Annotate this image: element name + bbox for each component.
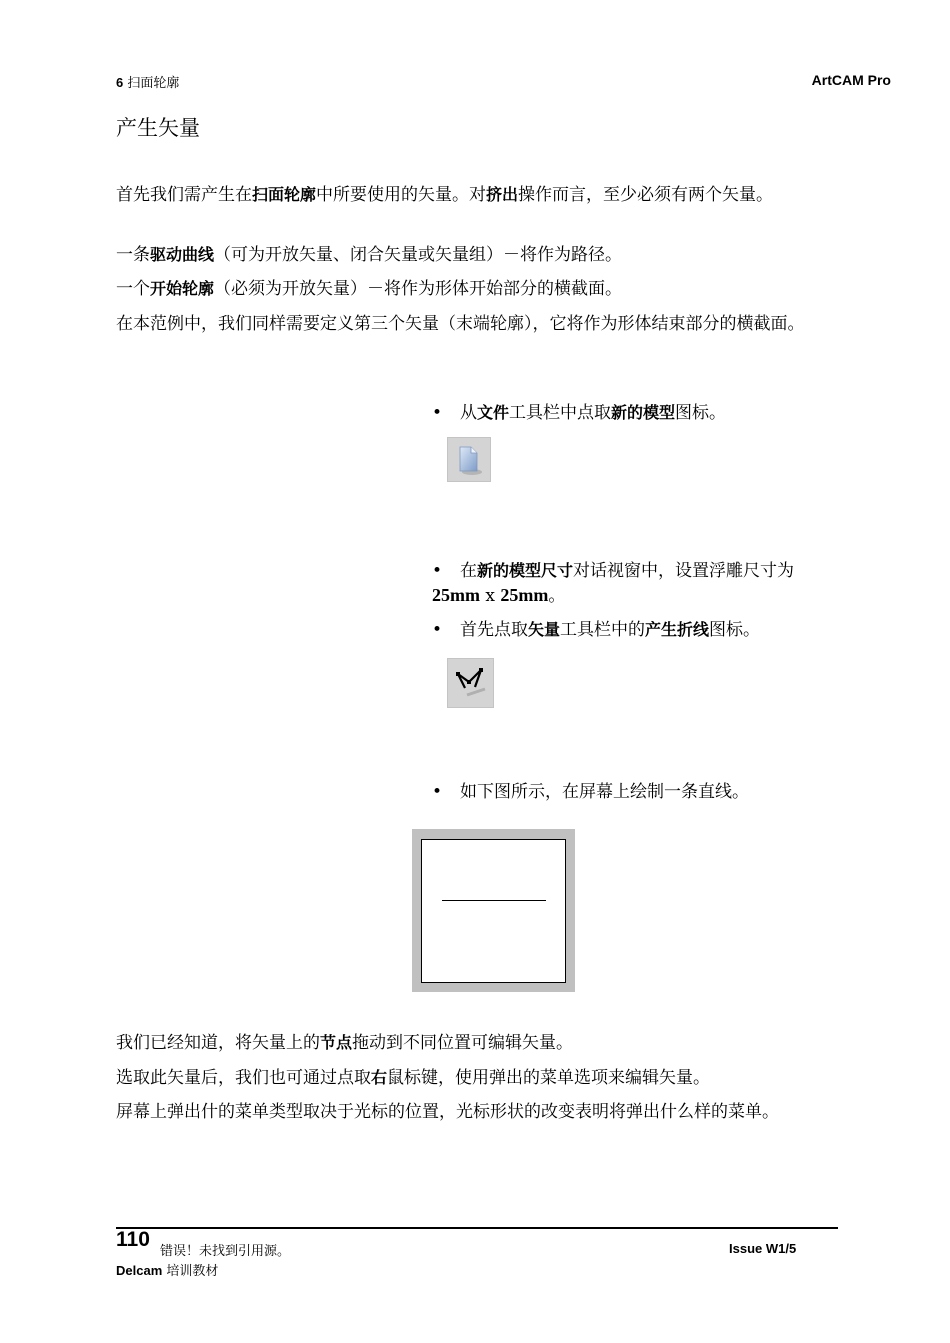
create-polyline-icon[interactable]	[447, 658, 494, 708]
text: 从	[460, 403, 477, 423]
term-drive-curve: 驱动曲线	[150, 245, 215, 264]
drawn-line	[442, 900, 546, 901]
intro-paragraph-3	[116, 277, 836, 301]
new-model-icon[interactable]	[447, 437, 491, 482]
term-new-model: 新的模型	[611, 403, 676, 422]
intro-paragraph-4: 在本范例中，我们同样需要定义第三个矢量（末端轮廓），它将作为形体结束部分的横截面。	[116, 314, 805, 334]
text: 工具栏中的	[560, 620, 646, 640]
bullet: •	[432, 403, 443, 423]
text: 一个	[116, 279, 150, 299]
text: 首先我们需产生在	[116, 185, 252, 205]
outro-paragraph-3: 屏幕上弹出什的菜单类型取决于光标的位置，光标形状的改变表明将弹出什么样的菜单。	[116, 1102, 779, 1122]
step-4	[432, 780, 832, 804]
text: 中所要使用的矢量。对	[316, 185, 487, 205]
text: 工具栏中点取	[509, 403, 612, 423]
text: 首先点取	[460, 620, 528, 640]
footer-note: 错误！未找到引用源。	[160, 1244, 291, 1259]
text: 图标。	[709, 620, 761, 640]
issue-label: Issue W1/5	[729, 1241, 797, 1256]
text: 对话视窗中，设置浮雕尺寸为	[573, 561, 795, 581]
text: x	[480, 586, 501, 606]
term-start-profile: 开始轮廓	[150, 279, 215, 298]
line-figure	[412, 829, 575, 992]
polyline-icon	[453, 665, 489, 701]
intro-paragraph-2	[116, 243, 836, 267]
company-note: 培训教材	[166, 1264, 219, 1279]
text: 。	[548, 586, 566, 606]
dimension-width: 25mm	[432, 585, 480, 605]
term-right: 右	[371, 1068, 388, 1087]
dimension-height: 25mm	[500, 585, 549, 605]
text: 一条	[116, 245, 150, 265]
text: 鼠标键，使用弹出的菜单选项来编辑矢量。	[387, 1068, 711, 1088]
text: 拖动到不同位置可编辑矢量。	[352, 1033, 574, 1053]
outro-paragraph-1	[116, 1031, 836, 1055]
outro-paragraph-2	[116, 1066, 836, 1090]
term-extrude: 挤出	[486, 185, 519, 204]
step-2	[432, 559, 832, 608]
bullet: •	[432, 782, 443, 802]
text: 图标。	[675, 403, 727, 423]
step-1	[432, 401, 832, 425]
document-icon	[454, 444, 484, 476]
chapter-number: 6	[116, 75, 124, 90]
term-new-model-size: 新的模型尺寸	[477, 561, 574, 580]
intro-paragraph-1	[116, 183, 836, 207]
bullet: •	[432, 620, 443, 640]
page-number: 110	[116, 1228, 150, 1251]
text: 操作而言，至少必须有两个矢量。	[518, 185, 774, 205]
text: （必须为开放矢量）－将作为形体开始部分的横截面。	[214, 279, 623, 299]
footer-company	[116, 1260, 218, 1279]
header-product: ArtCAM Pro	[811, 72, 891, 88]
header-chapter	[116, 72, 179, 91]
step-3	[432, 618, 832, 642]
text: 在	[460, 561, 477, 581]
term-node: 节点	[320, 1033, 353, 1052]
term-create-polyline: 产生折线	[645, 620, 710, 639]
section-title: 产生矢量	[116, 116, 200, 140]
bullet: •	[432, 561, 443, 581]
company-name: Delcam	[116, 1263, 163, 1278]
term-vector: 矢量	[528, 620, 561, 639]
term-file: 文件	[477, 403, 510, 422]
term-sweep-profile: 扫面轮廓	[252, 185, 317, 204]
footer-rule	[116, 1227, 838, 1229]
text: 如下图所示，在屏幕上绘制一条直线。	[460, 782, 749, 802]
drawing-canvas	[421, 839, 566, 983]
text: 选取此矢量后，我们也可通过点取	[116, 1068, 371, 1088]
text: （可为开放矢量、闭合矢量或矢量组）－将作为路径。	[214, 245, 623, 265]
chapter-title: 扫面轮廓	[127, 76, 180, 91]
text: 我们已经知道，将矢量上的	[116, 1033, 320, 1053]
